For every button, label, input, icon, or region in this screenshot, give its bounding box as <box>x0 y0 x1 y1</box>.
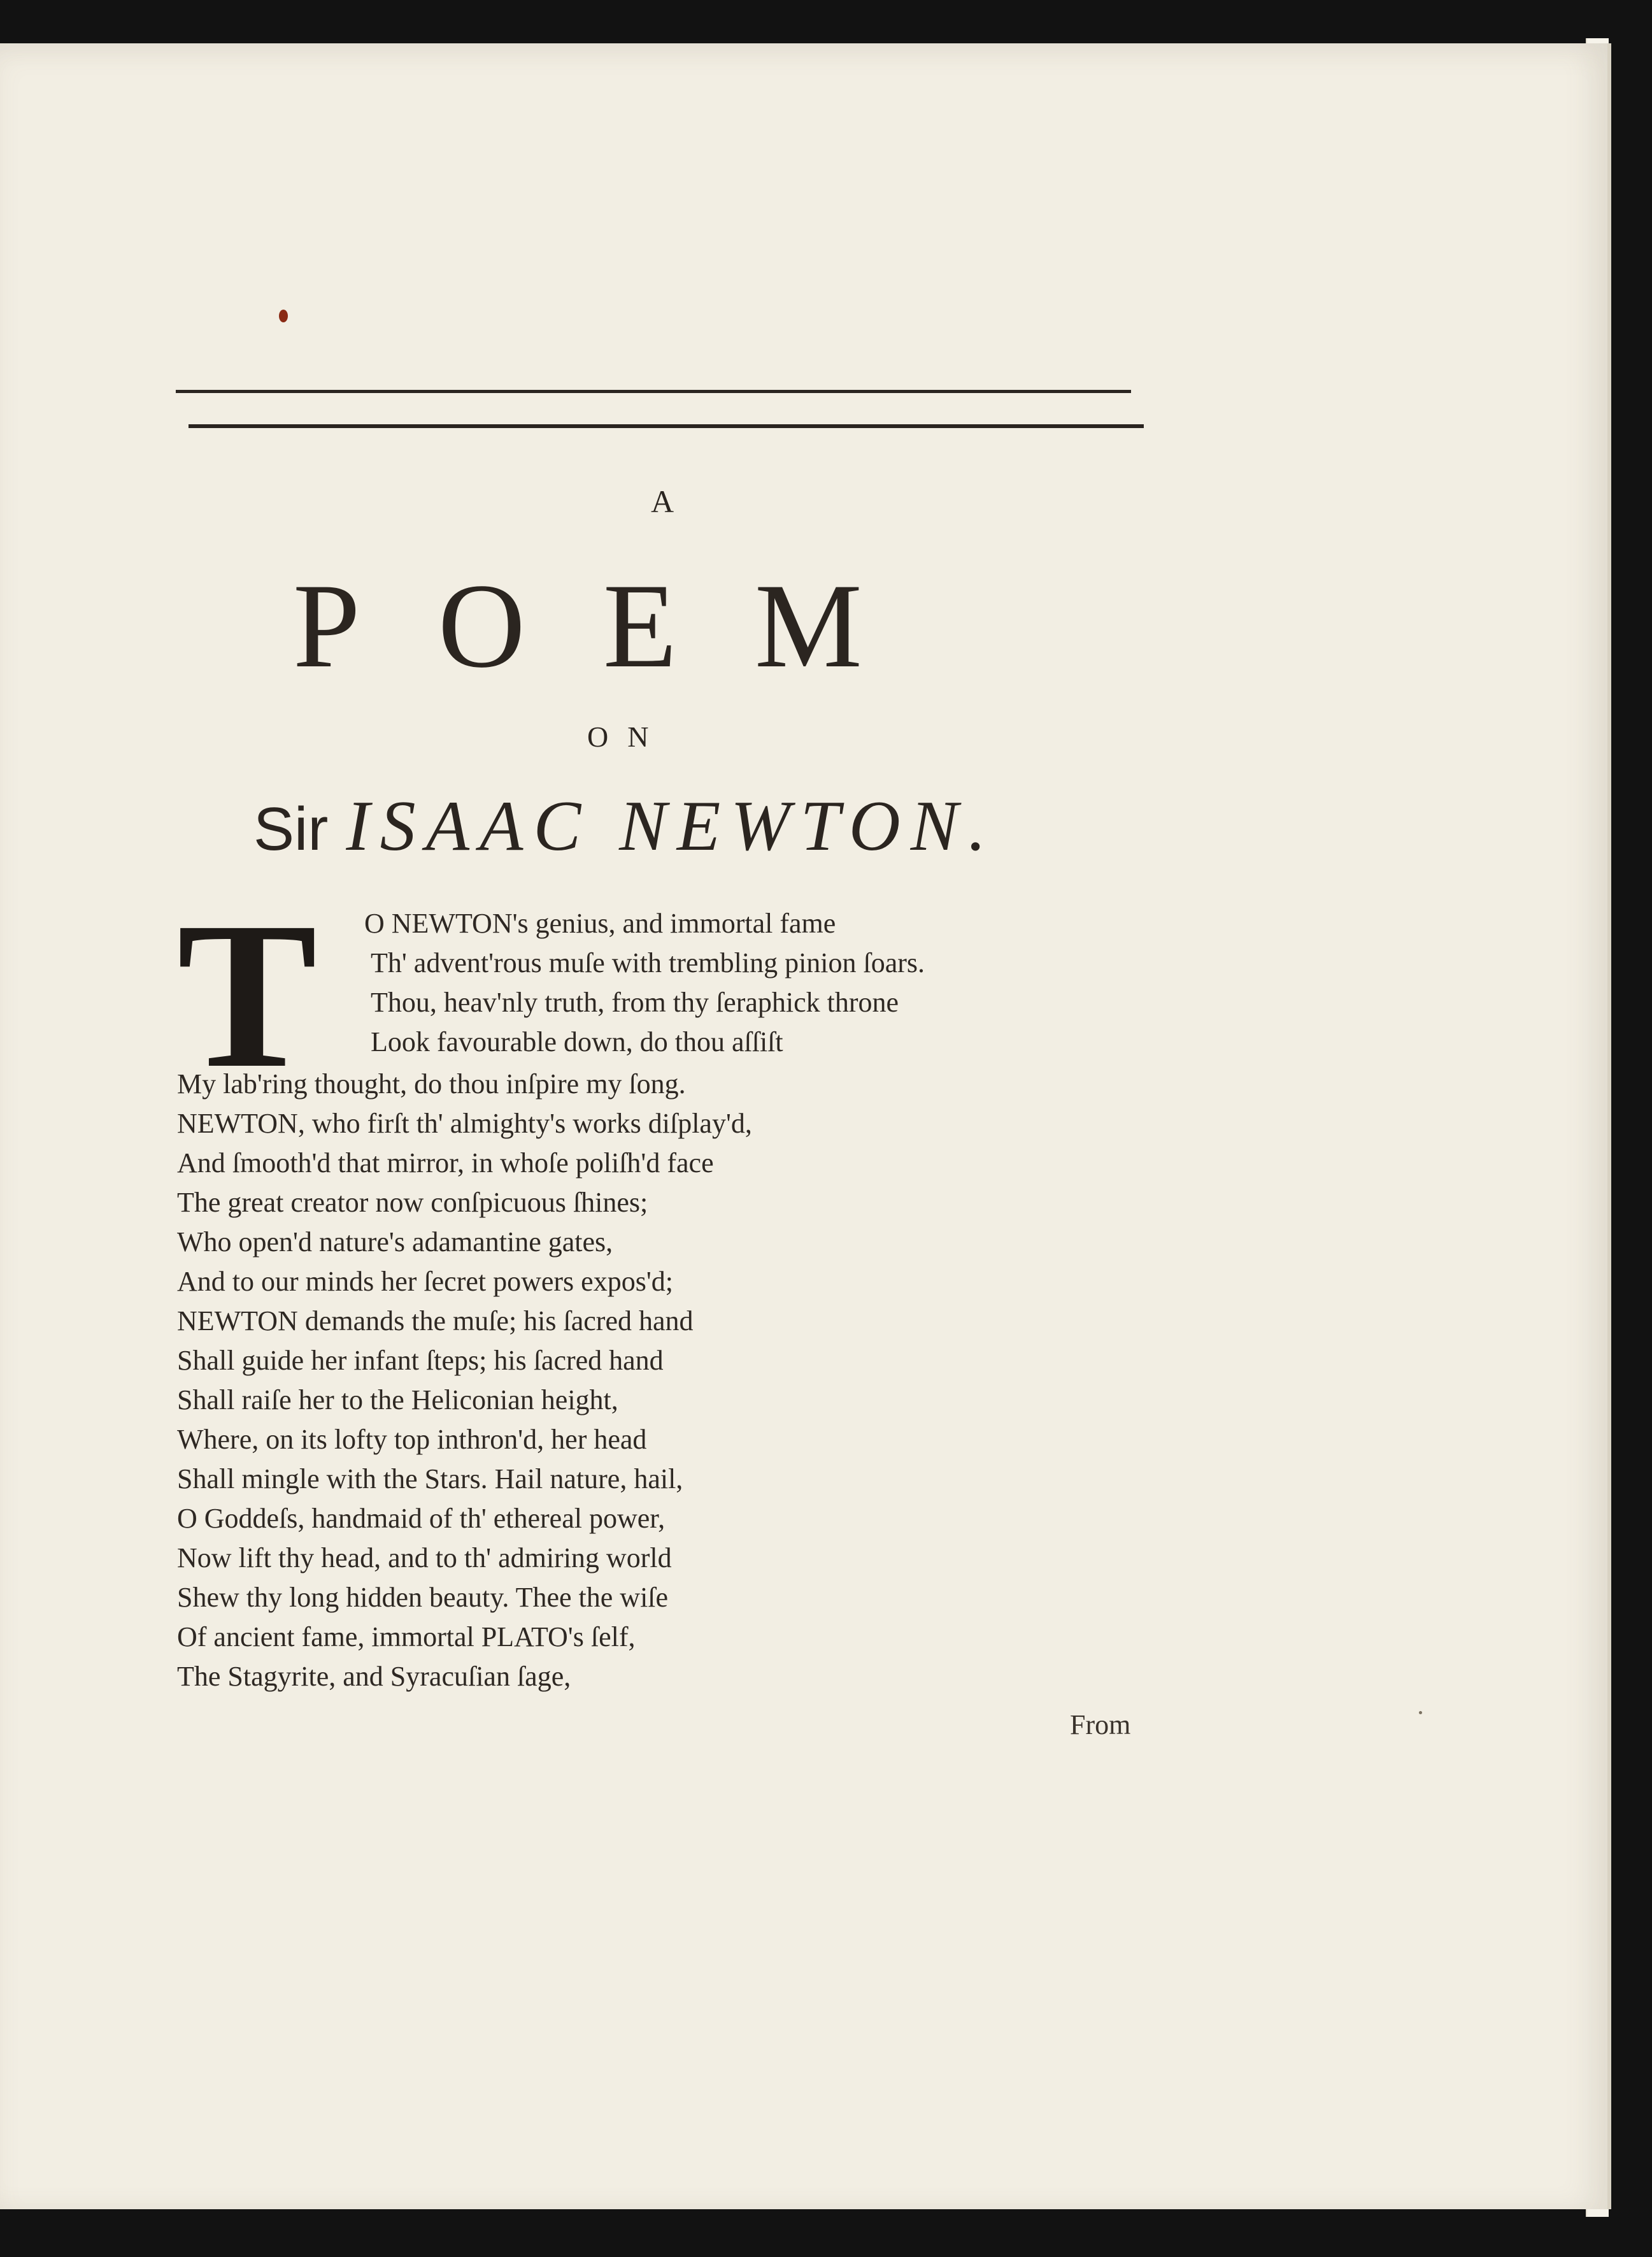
poem-line: And ſmooth'd that mirror, in whoſe poliſh'd face <box>177 1147 714 1179</box>
poem-line: Shew thy long hidden beauty. Thee the wiſe <box>177 1582 669 1613</box>
catchword: From <box>1070 1709 1131 1740</box>
poem-line: Of ancient fame, immortal PLATO's ſelf, <box>177 1621 636 1652</box>
poem-line: O Goddeſs, handmaid of th' ethereal power, <box>177 1503 666 1534</box>
poem-line: NEWTON, who firſt th' almighty's works diſplay'd, <box>177 1108 752 1139</box>
poem-line: And to our minds her ſecret powers expos'd; <box>177 1266 673 1297</box>
poem-line: NEWTON demands the muſe; his ſacred hand <box>177 1305 694 1336</box>
book-page <box>0 43 1611 2209</box>
drop-cap: T <box>177 879 318 1112</box>
title-poem: POEM <box>293 559 940 693</box>
poem-line: The great creator now conſpicuous ſhines; <box>177 1187 648 1218</box>
title-name: ISAAC NEWTON. <box>346 787 997 866</box>
title-article: A <box>650 484 674 519</box>
poem-body <box>0 43 1607 2209</box>
title-on: ON <box>587 720 668 753</box>
poem-line: Thou, heav'nly truth, from thy ſeraphick throne <box>371 987 899 1018</box>
poem-line: Who open'd nature's adamantine gates, <box>177 1226 613 1257</box>
poem-line: Shall mingle with the Stars. Hail nature, hail, <box>177 1463 683 1494</box>
poem-line: Shall raiſe her to the Heliconian height, <box>177 1384 618 1415</box>
poem-line: O NEWTON's genius, and immortal fame <box>364 908 836 939</box>
poem-line: Th' advent'rous muſe with trembling pinion ſoars. <box>371 947 925 978</box>
title-sir: Sir <box>253 795 329 863</box>
poem-line: My lab'ring thought, do thou inſpire my ſong. <box>177 1068 686 1100</box>
poem-line: Now lift thy head, and to th' admiring world <box>177 1542 672 1573</box>
poem-line: Shall guide her infant ſteps; his ſacred hand <box>177 1345 664 1376</box>
poem-line: Where, on its lofty top inthron'd, her head <box>177 1424 647 1455</box>
poem-line: Look favourable down, do thou aſſiſt <box>371 1026 783 1057</box>
poem-line: The Stagyrite, and Syracuſian ſage, <box>177 1661 571 1692</box>
